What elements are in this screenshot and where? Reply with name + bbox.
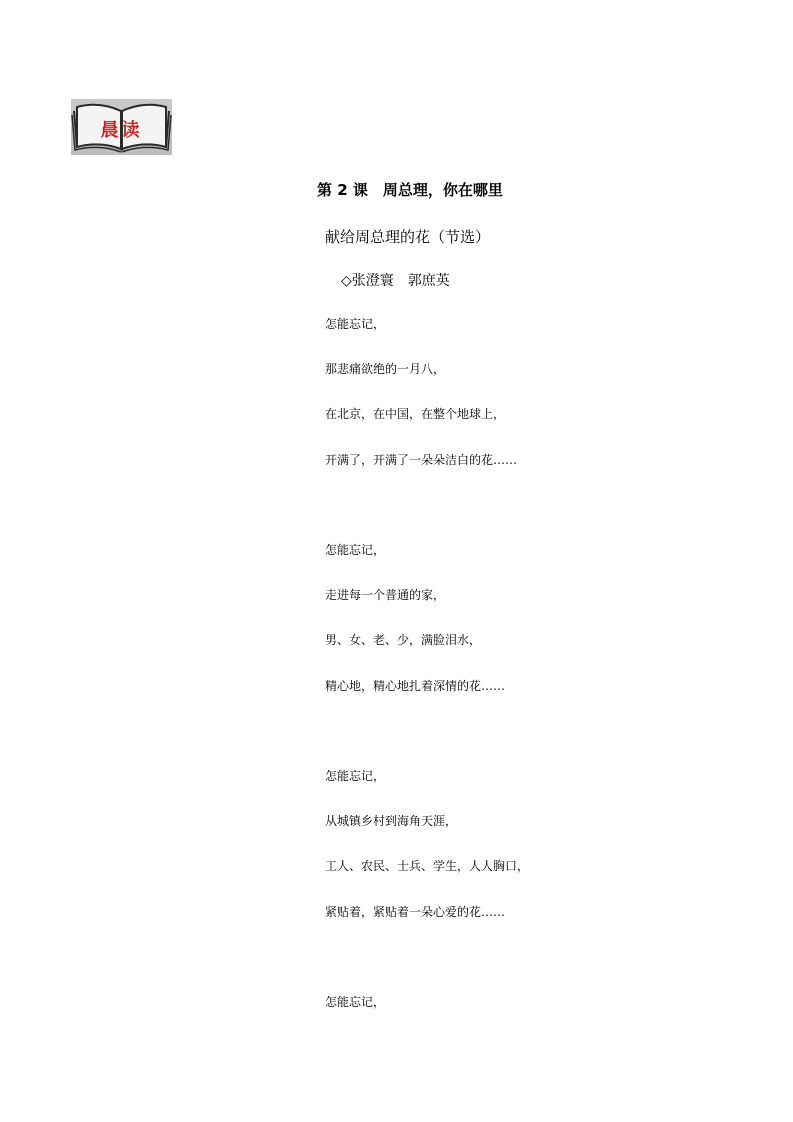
poem-title: 献给周总理的花（节选） [325,228,491,246]
poem-line: 怎能忘记， [325,543,386,557]
poem-line: 怎能忘记， [325,769,386,783]
poem-line: 那悲痛欲绝的一月八， [325,362,446,376]
lesson-title: 第 2 课 周总理，你在哪里 [317,181,503,199]
poem-line: 在北京，在中国，在整个地球上， [325,407,506,421]
poem-line: 怎能忘记， [325,995,386,1009]
poem-line: 紧贴着，紧贴着一朵心爱的花…… [325,905,506,919]
poem-line: 从城镇乡村到海角天涯， [325,814,458,828]
poem-line: 精心地，精心地扎着深情的花…… [325,679,506,693]
poem-line: 开满了，开满了一朵朵洁白的花…… [325,453,518,467]
poem-line: 怎能忘记， [325,317,386,331]
poem-line: 工人、农民、士兵、学生，人人胸口， [325,859,530,873]
logo-text: 晨读 [100,120,143,141]
chendu-logo [71,99,172,155]
poem-line: 男、女、老、少，满脸泪水， [325,633,482,647]
poem-line: 走进每一个普通的家， [325,588,446,602]
poem-author: ◇张澄寰 郭庶英 [341,273,450,289]
